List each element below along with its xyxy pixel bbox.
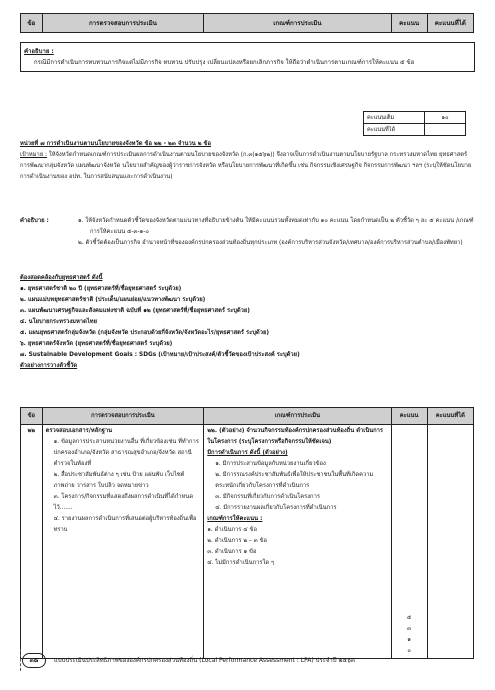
score-criteria-row: ๔. ไม่มีการดำเนินการใด ๆ — [207, 560, 275, 566]
explanation-item-1 — [20, 216, 475, 238]
check-title: ตรวจสอบเอกสาร/หลักฐาน — [45, 428, 113, 434]
description-text: กรณีมีการดำเนินการทบทวนภารกิจแต่ไม่มีภารกิจ ทบทวน ปรับปรุง เปลี่ยนแปลงหรือยกเลิกภารกิจ ให้ถือว่าดำเนินการตามเกณฑ์การให้คะแนน ๕ ข้อ — [34, 59, 415, 66]
score-value: ๓ — [407, 626, 412, 632]
score-value: ๑ — [407, 637, 411, 643]
alignment-item: ๗. Sustainable Development Goals : SDGs (เป้าหมาย/เป้าประสงค์/ตัวชี้วัดของเป้าประสงค์ ระบุด้วย) — [20, 352, 300, 358]
description-title: คำอธิบาย : — [24, 48, 54, 55]
goal-label: เป้าหมาย : — [20, 152, 48, 158]
row-number: ๒๒ — [21, 425, 43, 659]
criteria-cell — [204, 425, 391, 659]
check-cell — [42, 425, 204, 659]
score-cell — [391, 425, 427, 659]
page-footer — [20, 652, 475, 670]
criteria-title: ๒๒. (ตัวอย่าง) จำนวนกิจกรรมท้องค์กรปกครองส่วนท้องถิ่น ดำเนินการในโครงการ (ระบุโครงการหรือกิจกรรมให้ชัดเจน) — [207, 428, 384, 445]
full-score-label: คะแนนเต็ม — [364, 112, 425, 124]
top-header-table — [20, 13, 474, 33]
method-heading: มีการดำเนินการ ดังนี้ (ตัวอย่าง) — [207, 450, 288, 456]
score-criteria-row: ๑. ดำเนินการ ๔ ข้อ — [207, 527, 257, 533]
goal-paragraph — [20, 150, 475, 183]
alignment-item: ๑. ยุทธศาสตร์ชาติ ๒๐ ปี (ยุทธศาสตร์ที่/ชื่อยุทธศาสตร์ ระบุด้วย) — [20, 286, 182, 292]
col-header-score: คะแนน — [391, 14, 427, 33]
score-criteria-heading: เกณฑ์การให้คะแนน : — [207, 516, 263, 522]
footer-text: แบบประเมินประสิทธิภาพขององค์กรปกครองส่วนท้องถิ่น (Local Performance Assessment : LPA) ประจำปี ๒๕๖๓ — [54, 657, 355, 664]
method-item: ๓. มีกิจกรรมที่เกี่ยวกับการดำเนินโครงการ — [215, 494, 320, 500]
goal-text: ให้จังหวัดกำหนดเกณฑ์การประเมินผลการดำเนินงานตามนโยบายของจังหวัด (ก.๓(๑๕๖๒)) จึงอาจเป็นการดำเนินงานตามนโยบายรัฐบาล กระทรวงมหาดไทย ยุทธศาสตร์การพัฒนากลุ่มจังหวัด แผนพัฒนาจังหวัด นโยบายสำคัญของผู้ว่าราชการจังหวัด หรือนโยบายการพัฒนาที่เกิดขึ้น เช่น กิจกรรมเชิงเศรษฐกิจ กิจกรรมการพัฒนา ฯลฯ (ระบุให้ชัดนโยบาย การดำเนินงานของ อปท. ในการสนับสนุนและการดำเนินงาน) — [20, 152, 472, 180]
explanation-text-1: ๑. ให้จังหวัดกำหนดตัวชี้วัดของจังหวัดตามแนวทางที่อธิบายข้างต้น ให้มีคะแนนรวมทั้งหมดเท่ากับ ๑๐ คะแนน โดยกำหนดเป็น ๒ ตัวชี้วัด ๆ ละ ๕ คะแนน /เกณฑ์การให้คะแนน ๕-๓-๑-๐ — [78, 218, 474, 235]
alignment-item: ๓. แผนพัฒนาเศรษฐกิจและสังคมแห่งชาติ ฉบับที่ ๑๒ (ยุทธศาสตร์ที่/ชื่อยุทธศาสตร์ ระบุด้วย) — [20, 308, 250, 314]
method-item: ๒. มีการรณรงค์ประชาสัมพันธ์เพื่อให้ประชาชนในพื้นที่เกิดความตระหนักเกี่ยวกับโครงการที่ดำเนินการ — [215, 472, 374, 489]
col-header-score-got: คะแนนที่ได้ — [427, 14, 473, 33]
check-item: ๑. ข้อมูลการประสานหน่วยงานอื่น ที่เกี่ยวข้องเช่น ที่ทำการปกครองอำเภอ/จังหวัด สาธารณสุขอำเภอ/จังหวัด สถานีตำรวจในท้องที่ — [53, 439, 199, 467]
method-item: ๔. มีการรายงานผลเกี่ยวกับโครงการที่ดำเนินการ — [215, 505, 337, 511]
alignment-item: ๔. นโยบายกระทรวงมหาดไทย — [20, 319, 97, 325]
alignment-section — [20, 273, 475, 372]
example-heading: ตัวอย่างการวางตัวชี้วัด — [20, 363, 78, 369]
col-header-no: ข้อ — [21, 408, 43, 425]
score-got-cell — [427, 425, 473, 659]
col-header-criteria: เกณฑ์การประเมิน — [204, 408, 391, 425]
score-value: ๕ — [406, 615, 412, 621]
got-score-label: คะแนนที่ได้ — [364, 124, 425, 136]
method-item: ๑. มีการประสานข้อมูลกับหน่วยงานเกี่ยวข้อง — [215, 461, 326, 467]
unit-section — [20, 139, 475, 183]
score-spacer — [395, 426, 424, 613]
check-item: ๒. สื่อประชาสัมพันธ์ต่าง ๆ เช่น ป้าย แผ่นพับ เว็บไซต์ ภาพถ่าย วารสาร ใบปลิว จดหมายข่าว — [53, 472, 185, 489]
col-header-check: การตรวจสอบการประเมิน — [42, 14, 204, 33]
col-header-no: ข้อ — [21, 14, 43, 33]
explanation-text-2: ๒. ตัวชี้วัดต้องเป็นภารกิจ อำนาจหน้าที่ขององค์กรปกครองส่วนท้องถิ่นทุกประเภท (องค์การบริหารส่วนจังหวัด/เทศบาล/องค์การบริหารส่วนตำบล/เมืองพัทยา) — [78, 240, 463, 246]
col-header-score: คะแนน — [391, 408, 427, 425]
check-item: ๓. โครงการ/กิจกรรมที่แสดงถึงผลการดำเนินที่ได้กำหนดไว้....... — [53, 494, 194, 511]
alignment-heading: ต้องสอดคล้องกับยุทธศาสตร์ ดังนี้ — [20, 275, 103, 281]
page-number: ๓๘ — [22, 653, 46, 668]
alignment-item: ๖. ยุทธศาสตร์จังหวัด (ยุทธศาสตร์ที่/ชื่อยุทธศาสตร์ ระบุด้วย) — [20, 341, 173, 347]
check-item: ๔. รายงานผลการดำเนินการที่เสนอต่อผู้บริหารท้องถิ่นเพื่อทราบ — [53, 516, 197, 533]
explanation-section — [20, 216, 475, 249]
got-score-value — [425, 124, 466, 136]
full-score-value: ๑๐ — [425, 112, 466, 124]
col-header-score-got: คะแนนที่ได้ — [427, 408, 473, 425]
score-criteria-row: ๒. ดำเนินการ ๒ – ๓ ข้อ — [207, 538, 268, 544]
explanation-label: คำอธิบาย : — [20, 218, 49, 224]
col-header-check: การตรวจสอบการประเมิน — [42, 408, 204, 425]
col-header-criteria: เกณฑ์การประเมิน — [204, 14, 391, 33]
score-value: ๐ — [407, 648, 411, 654]
unit-heading: หน่วยที่ ๗ การดำเนินงานตามนโยบายของจังหวัด ข้อ ๒๒ - ๒๓ จำนวน ๒ ข้อ — [20, 141, 211, 147]
score-criteria-row: ๓. ดำเนินการ ๑ ข้อ — [207, 549, 257, 555]
alignment-item: ๒. แผนแม่บทยุทธศาสตร์ชาติ (ประเด็น/แผนย่อย/แนวทางพัฒนา ระบุด้วย) — [20, 297, 206, 303]
alignment-item: ๕. แผนยุทธศาสตร์กลุ่มจังหวัด (กลุ่มจังหวัด ประกอบด้วยกี่จังหวัด/จังหวัดอะไร/ยุทธศาสตร์ ระบุด้วย) — [20, 330, 269, 336]
example-table — [20, 407, 474, 659]
score-box — [363, 111, 466, 136]
description-box — [20, 42, 475, 72]
